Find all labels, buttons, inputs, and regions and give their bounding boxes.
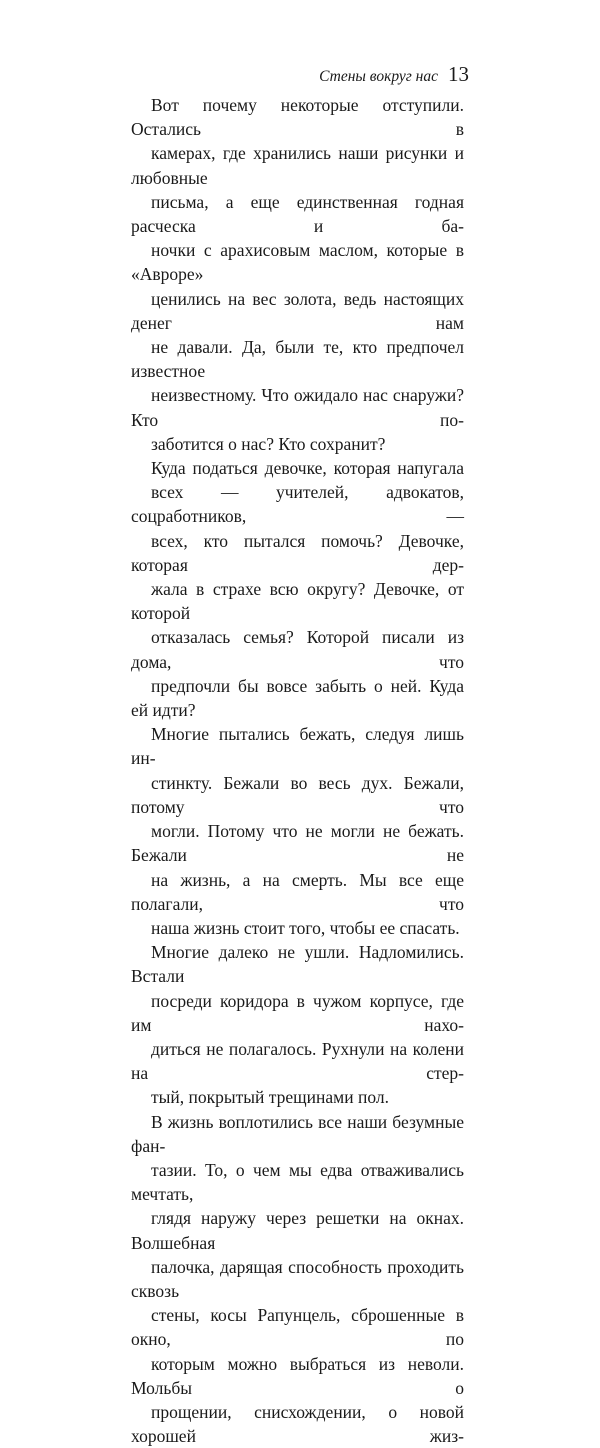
text-line: диться не полагалось. Рухнули на колени на стер- bbox=[131, 1038, 464, 1084]
text-line: заботится о нас? Кто сохранит? bbox=[151, 433, 386, 454]
text-line: на жизнь, а на смерть. Мы все еще полагали, что bbox=[131, 869, 464, 914]
text-line: ночки с арахисовым маслом, которые в «Авроре» bbox=[131, 240, 464, 285]
page-header bbox=[319, 62, 469, 90]
text-line: могли. Потому что не могли не бежать. Бежали не bbox=[131, 821, 464, 866]
paragraph-4 bbox=[131, 940, 464, 1109]
text-line: наша жизнь стоит того, чтобы ее спасать. bbox=[151, 917, 460, 938]
text-line: всех, кто пытался помочь? Девочке, которая дер- bbox=[131, 530, 464, 575]
page-number: 13 bbox=[448, 62, 469, 86]
text-line: палочка, дарящая способность проходить сквозь bbox=[131, 1256, 464, 1301]
text-line: предпочли бы вовсе забыть о ней. Куда ей идти? bbox=[131, 675, 464, 721]
text-line: стинкту. Бежали во весь дух. Бежали, потому что bbox=[131, 772, 464, 817]
text-line: Вот почему некоторые отступили. Остались в bbox=[131, 95, 464, 140]
text-line: письма, а еще единственная годная расческа и ба- bbox=[131, 191, 464, 237]
text-line: отказалась семья? Которой писали из дома, что bbox=[131, 627, 464, 672]
text-line: которым можно выбраться из неволи. Мольбы о bbox=[131, 1353, 464, 1398]
running-title: Стены вокруг нас bbox=[319, 68, 438, 85]
text-line: прощении, снисхождении, о новой хорошей жиз- bbox=[131, 1401, 464, 1447]
body-text bbox=[131, 93, 464, 1448]
text-line: жала в страхе всю округу? Девочке, от которой bbox=[131, 579, 464, 624]
text-line: ценились на вес золота, ведь настоящих денег нам bbox=[131, 288, 464, 333]
text-line: неизвестному. Что ожидало нас снаружи? Кто по- bbox=[131, 385, 464, 430]
text-line: не давали. Да, были те, кто предпочел известное bbox=[131, 337, 464, 382]
text-line: всех — учителей, адвокатов, соцработников, — bbox=[131, 482, 464, 527]
text-line: тазии. То, о чем мы едва отваживались мечтать, bbox=[131, 1159, 464, 1205]
text-line: Многие далеко не ушли. Надломились. Встали bbox=[131, 942, 464, 987]
paragraph-1 bbox=[131, 93, 464, 456]
paragraph-2 bbox=[131, 456, 464, 722]
paragraph-5 bbox=[131, 1110, 464, 1448]
text-line: В жизнь воплотились все наши безумные фан- bbox=[131, 1111, 464, 1156]
text-line: Многие пытались бежать, следуя лишь ин- bbox=[131, 724, 464, 769]
text-line: Куда податься девочке, которая напугала bbox=[151, 458, 464, 479]
text-line: стены, косы Рапунцель, сброшенные в окно, по bbox=[131, 1305, 464, 1350]
text-line: тый, покрытый трещинами пол. bbox=[151, 1087, 389, 1108]
text-line: посреди коридора в чужом корпусе, где им нахо- bbox=[131, 990, 464, 1035]
paragraph-3 bbox=[131, 722, 464, 940]
text-line: камерах, где хранились наши рисунки и любовные bbox=[131, 143, 464, 188]
text-line: глядя наружу через решетки на окнах. Волшебная bbox=[131, 1208, 464, 1253]
